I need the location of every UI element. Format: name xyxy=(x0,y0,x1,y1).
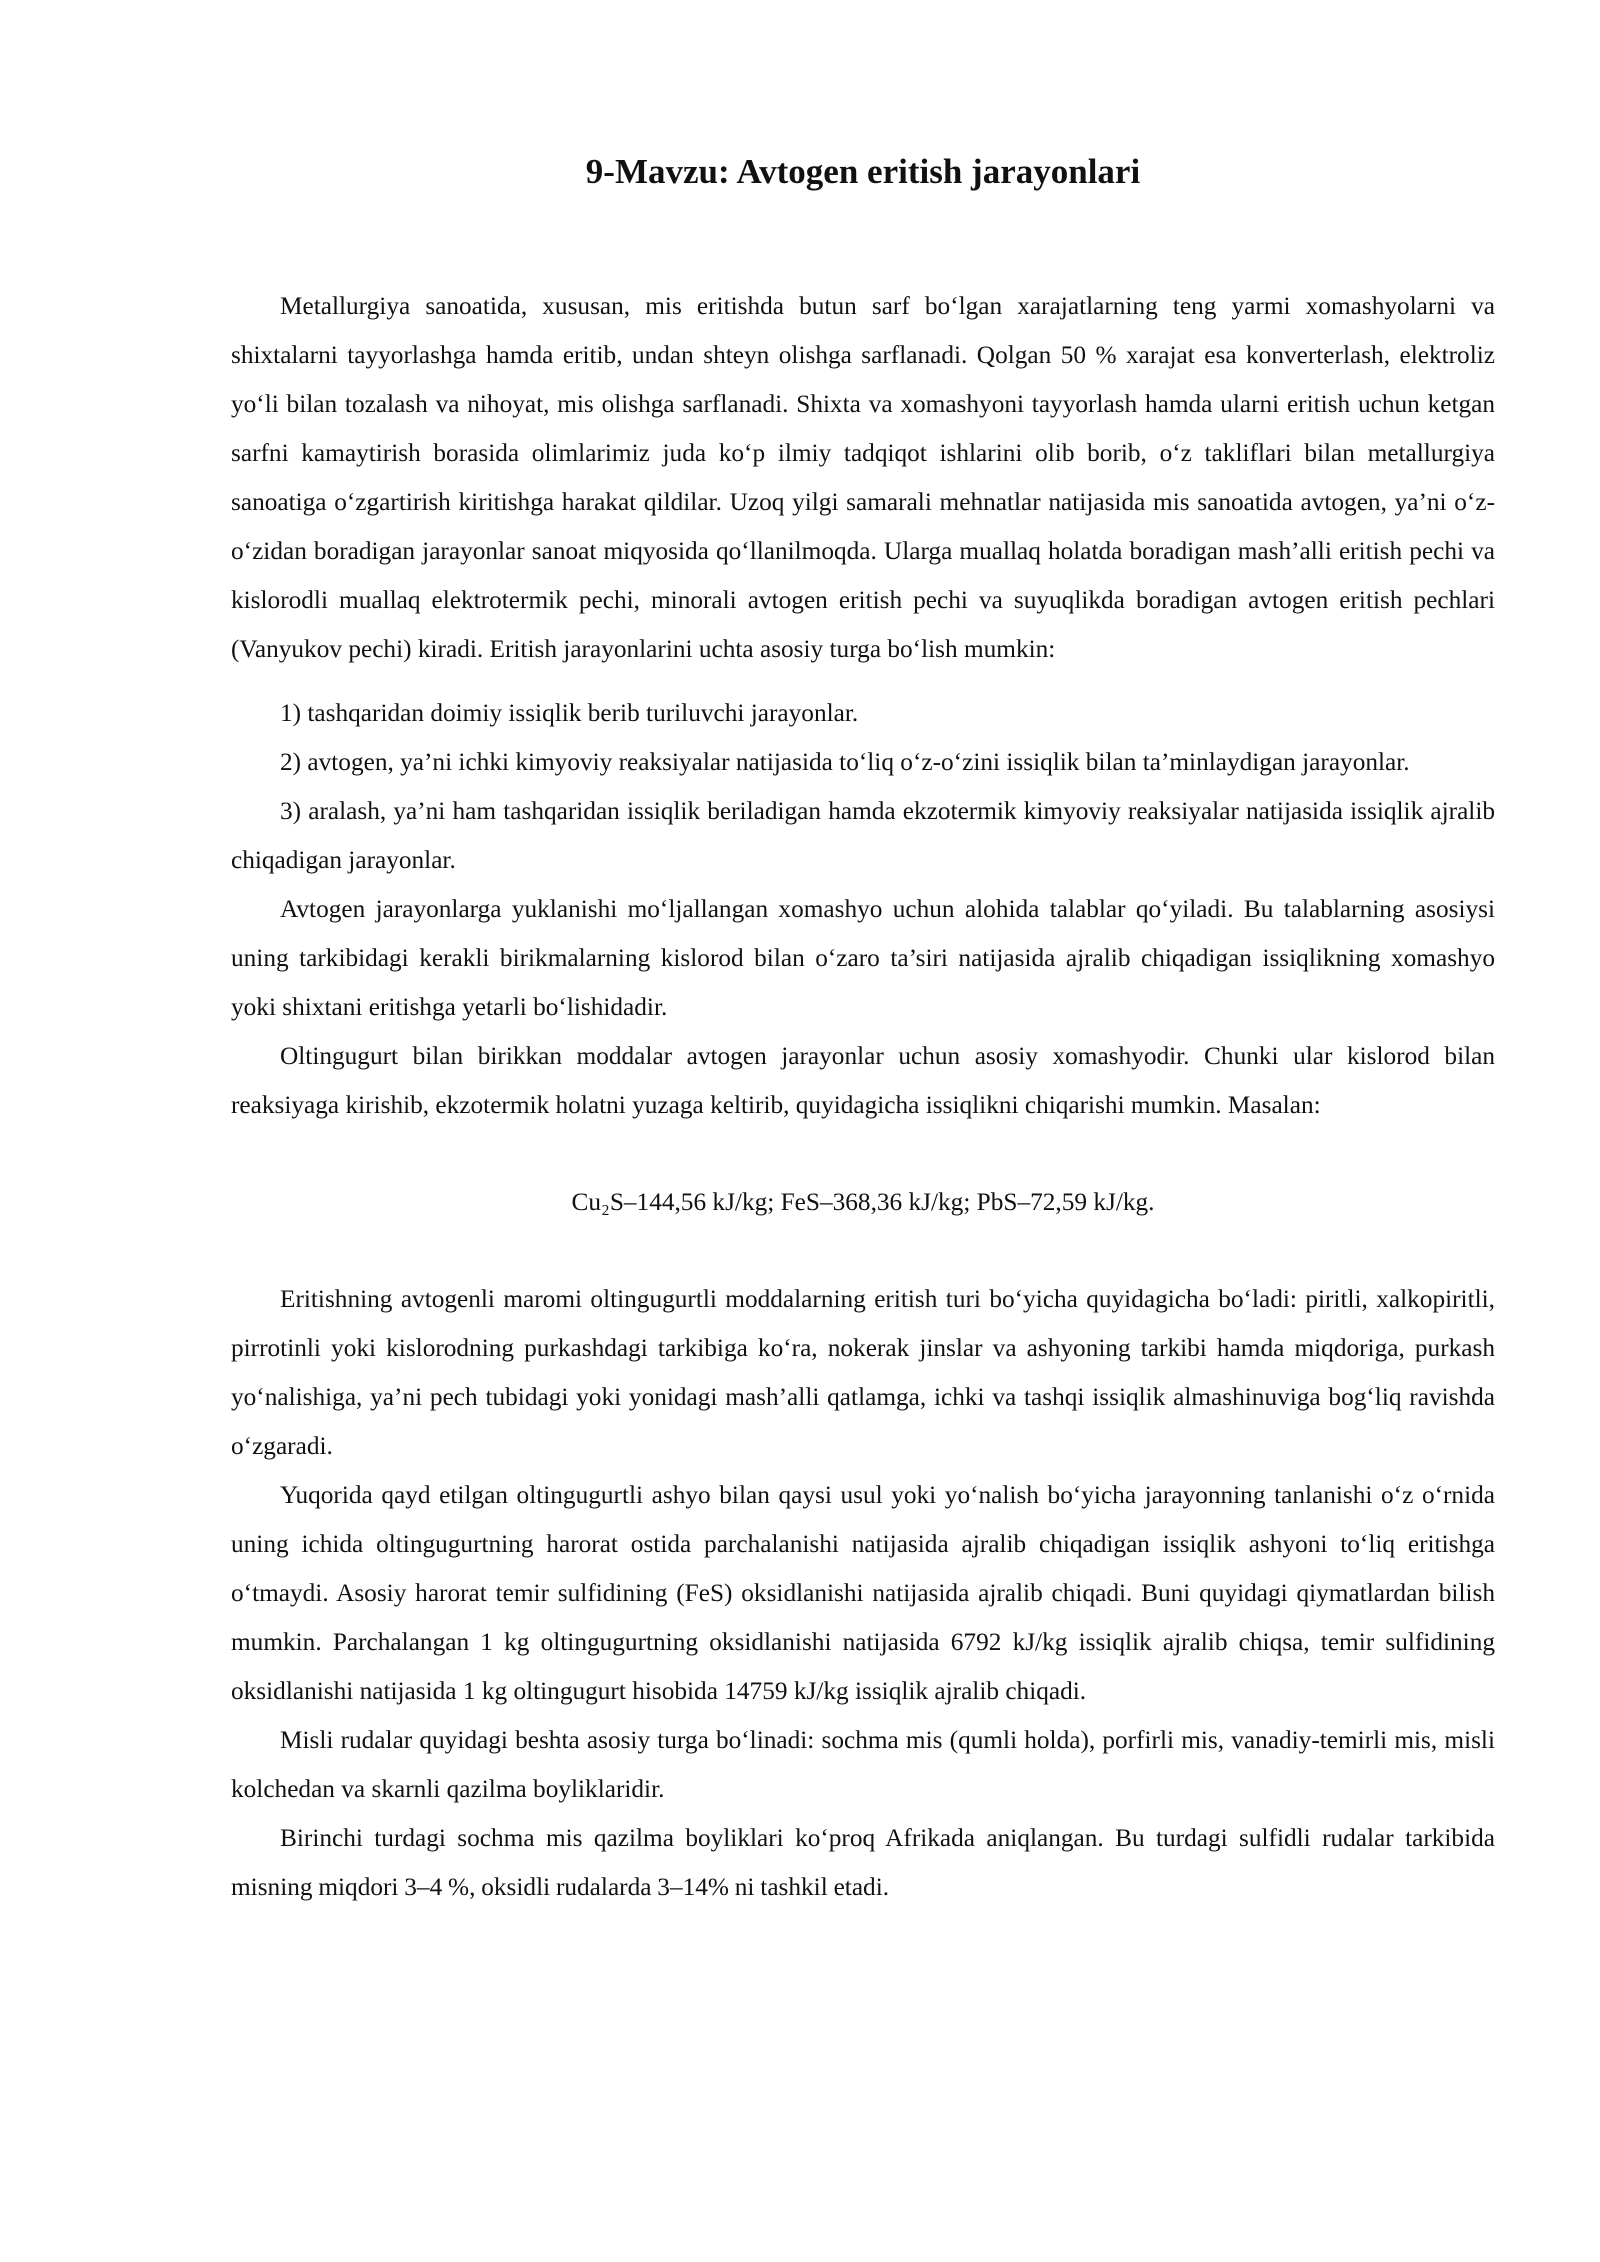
document-body xyxy=(231,282,1495,1912)
paragraph-autogenous-regime: Eritishning avtogenli maromi oltingugurtli moddalarning eritish turi bo‘yicha quyidagicha bo‘ladi: piritli, xalkopiritli, pirrotinli yoki kislorodning purkashdagi tarkibiga ko‘ra, nokerak jinslar va ashyoning tarkibi hamda miqdoriga, purkash yo‘nalishiga, ya’ni pech tubidagi yoki yonidagi mash’alli qatlamga, ichki va tashqi issiqlik almashinuviga bog‘liq ravishda o‘zgaradi. xyxy=(231,1285,1495,1460)
paragraph-heat-values: Yuqorida qayd etilgan oltingugurtli ashyo bilan qaysi usul yoki yo‘nalish bo‘yicha jarayonning tanlanishi o‘z o‘rnida uning ichida oltingugurtning harorat ostida parchalanishi natijasida ajralib chiqadigan issiqlik ashyoni to‘liq eritishga o‘tmaydi. Asosiy harorat temir sulfidining (FeS) oksidlanishi natijasida ajralib chiqadi. Buni quyidagi qiymatlardan bilish mumkin. Parchalangan 1 kg oltingugurtning oksidlanishi natijasida 6792 kJ/kg issiqlik ajralib chiqsa, temir sulfidining oksidlanishi natijasida 1 kg oltingugurt hisobida 14759 kJ/kg issiqlik ajralib chiqadi. xyxy=(231,1481,1495,1705)
paragraph-native-copper: Birinchi turdagi sochma mis qazilma boyliklari ko‘proq Afrikada aniqlangan. Bu turdagi sulfidli rudalar tarkibida misning miqdori 3–4 %, oksidli rudalarda 3–14% ni tashkil etadi. xyxy=(231,1824,1495,1901)
formula-line: Cu₂S–144,56 kJ/kg; FeS–368,36 kJ/kg; PbS–72,59 kJ/kg. xyxy=(571,1188,1155,1216)
list-item-3: 3) aralash, ya’ni ham tashqaridan issiqlik beriladigan hamda ekzotermik kimyoviy reaksiyalar natijasida issiqlik ajralib chiqadigan jarayonlar. xyxy=(231,797,1495,874)
page-title: 9-Mavzu: Avtogen eritish jarayonlari xyxy=(585,152,1141,191)
paragraph-requirements: Avtogen jarayonlarga yuklanishi mo‘ljallangan xomashyo uchun alohida talablar qo‘yiladi. Bu talablarning asosiysi uning tarkibidagi kerakli birikmalarning kislorod bilan o‘zaro ta’siri natijasida ajralib chiqadigan issiqlikning xomashyo yoki shixtani eritishga yetarli bo‘lishidadir. xyxy=(231,895,1495,1021)
paragraph-sulfur-compounds: Oltingugurt bilan birikkan moddalar avtogen jarayonlar uchun asosiy xomashyodir. Chunki ular kislorod bilan reaksiyaga kirishib, ekzotermik holatni yuzaga keltirib, quyidagicha issiqlikni chiqarishi mumkin. Masalan: xyxy=(231,1042,1495,1119)
list-item-2: 2) avtogen, ya’ni ichki kimyoviy reaksiyalar natijasida to‘liq o‘z-o‘zini issiqlik bilan ta’minlaydigan jarayonlar. xyxy=(280,748,1410,776)
paragraph-ore-types: Misli rudalar quyidagi beshta asosiy turga bo‘linadi: sochma mis (qumli holda), porfirli mis, vanadiy-temirli mis, misli kolchedan va skarnli qazilma boyliklaridir. xyxy=(231,1726,1495,1803)
paragraph-intro: Metallurgiya sanoatida, xususan, mis eritishda butun sarf bo‘lgan xarajatlarning teng yarmi xomashyolarni va shixtalarni tayyorlashga hamda eritib, undan shteyn olishga sarflanadi. Qolgan 50 % xarajat esa konverterlash, elektroliz yo‘li bilan tozalash va nihoyat, mis olishga sarflanadi. Shixta va xomashyoni tayyorlash hamda ularni eritish uchun ketgan sarfni kamaytirish borasida olimlarimiz juda ko‘p ilmiy tadqiqot ishlarini olib borib, o‘z takliflari bilan metallurgiya sanoatiga o‘zgartirish kiritishga harakat qildilar. Uzoq yilgi samarali mehnatlar natijasida mis sanoatida avtogen, ya’ni o‘z-o‘zidan boradigan jarayonlar sanoat miqyosida qo‘llanilmoqda. Ularga muallaq holatda boradigan mash’alli eritish pechi va kislorodli muallaq elektrotermik pechi, minorali avtogen eritish pechi va suyuqlikda boradigan avtogen eritish pechlari (Vanyukov pechi) kiradi. Eritish jarayonlarini uchta asosiy turga bo‘lish mumkin: xyxy=(231,292,1495,663)
list-item-1: 1) tashqaridan doimiy issiqlik berib turiluvchi jarayonlar. xyxy=(280,699,859,727)
